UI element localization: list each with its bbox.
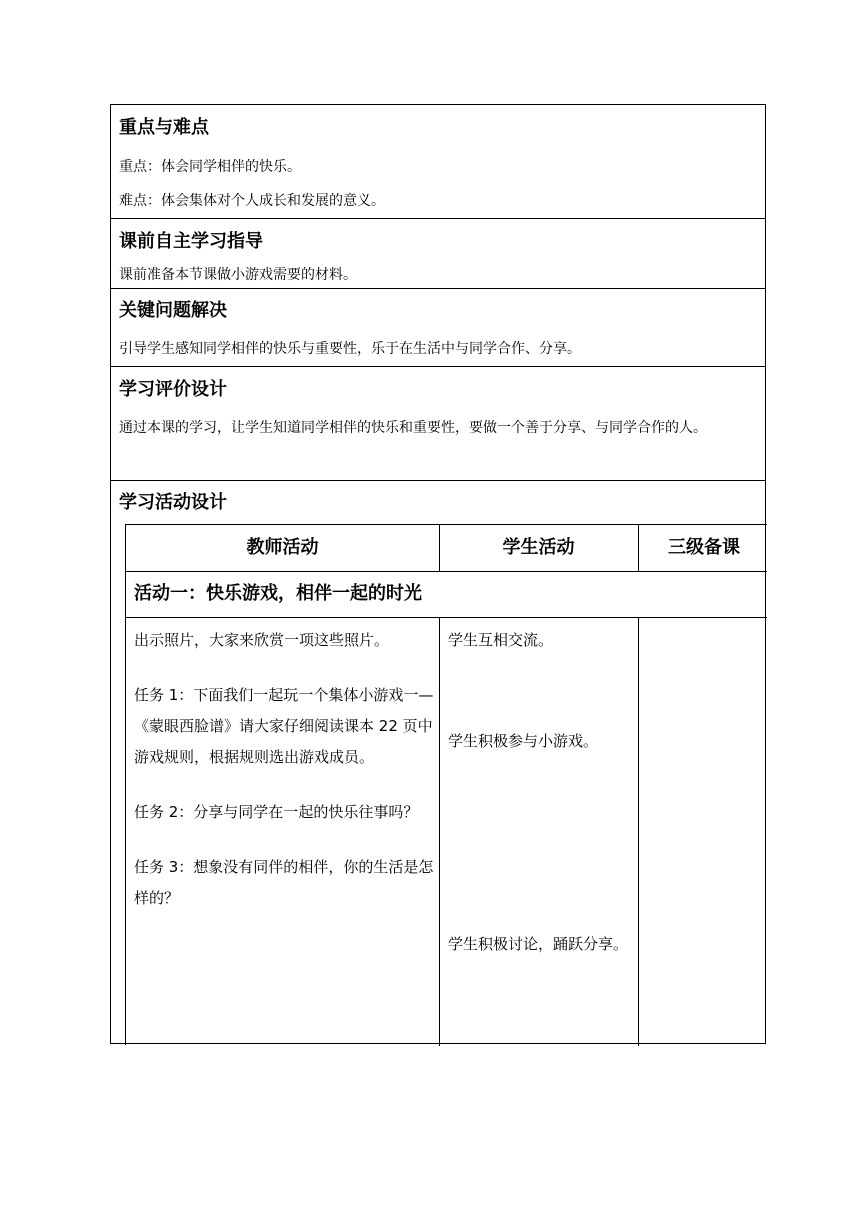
preview-section: [111, 219, 765, 289]
focus-section: [111, 105, 765, 219]
row-divider: [126, 617, 767, 618]
evaluation-heading: 学习评价设计: [119, 379, 227, 400]
col-divider: [638, 617, 639, 1046]
key-issue-text: 引导学生感知同学相伴的快乐与重要性，乐于在生活中与同学合作、分享。: [119, 341, 581, 357]
preview-heading: 课前自主学习指导: [119, 231, 263, 252]
focus-heading: 重点与难点: [119, 117, 209, 138]
teacher-task-1: 任务 1：下面我们一起玩一个集体小游戏一—《蒙眼西脸谱》请大家仔细阅读课本 22 页中游戏规则，根据规则选出游戏成员。: [134, 686, 434, 766]
col-header-prep: 三级备课: [668, 537, 740, 558]
student-step-2: 学生积极讨论，踊跃分享。: [448, 935, 629, 953]
col-header-student: 学生活动: [502, 537, 575, 558]
student-step-1: 学生积极参与小游戏。: [448, 732, 599, 750]
evaluation-section: [111, 367, 765, 481]
activity-heading: 学习活动设计: [119, 492, 227, 513]
student-step-0: 学生互相交流。: [448, 631, 554, 649]
evaluation-text: 通过本课的学习，让学生知道同学相伴的快乐和重要性，要做一个善于分享、与同学合作的人。: [119, 420, 707, 436]
key-issue-heading: 关键问题解决: [119, 300, 227, 321]
key-point-text: 重点：体会同学相伴的快乐。: [119, 159, 301, 175]
col-header-teacher: 教师活动: [246, 537, 319, 558]
col-divider: [439, 617, 440, 1046]
teacher-step-0: 出示照片，大家来欣赏一项这些照片。: [134, 631, 390, 649]
preview-text: 课前准备本节课做小游戏需要的材料。: [119, 267, 357, 283]
teacher-activity-cell: [134, 625, 434, 914]
row-divider: [126, 571, 767, 572]
key-issue-section: [111, 289, 765, 367]
activity-table: [125, 524, 767, 1045]
difficulty-text: 难点：体会集体对个人成长和发展的意义。: [119, 193, 385, 209]
teacher-task-2: 任务 2：分享与同学在一起的快乐往事吗？: [134, 803, 419, 821]
lesson-plan-table: [110, 104, 766, 1044]
activity-one-title: 活动一：快乐游戏，相伴一起的时光: [134, 583, 422, 604]
teacher-task-3: 任务 3：想象没有同伴的相伴，你的生活是怎样的？: [134, 858, 434, 907]
